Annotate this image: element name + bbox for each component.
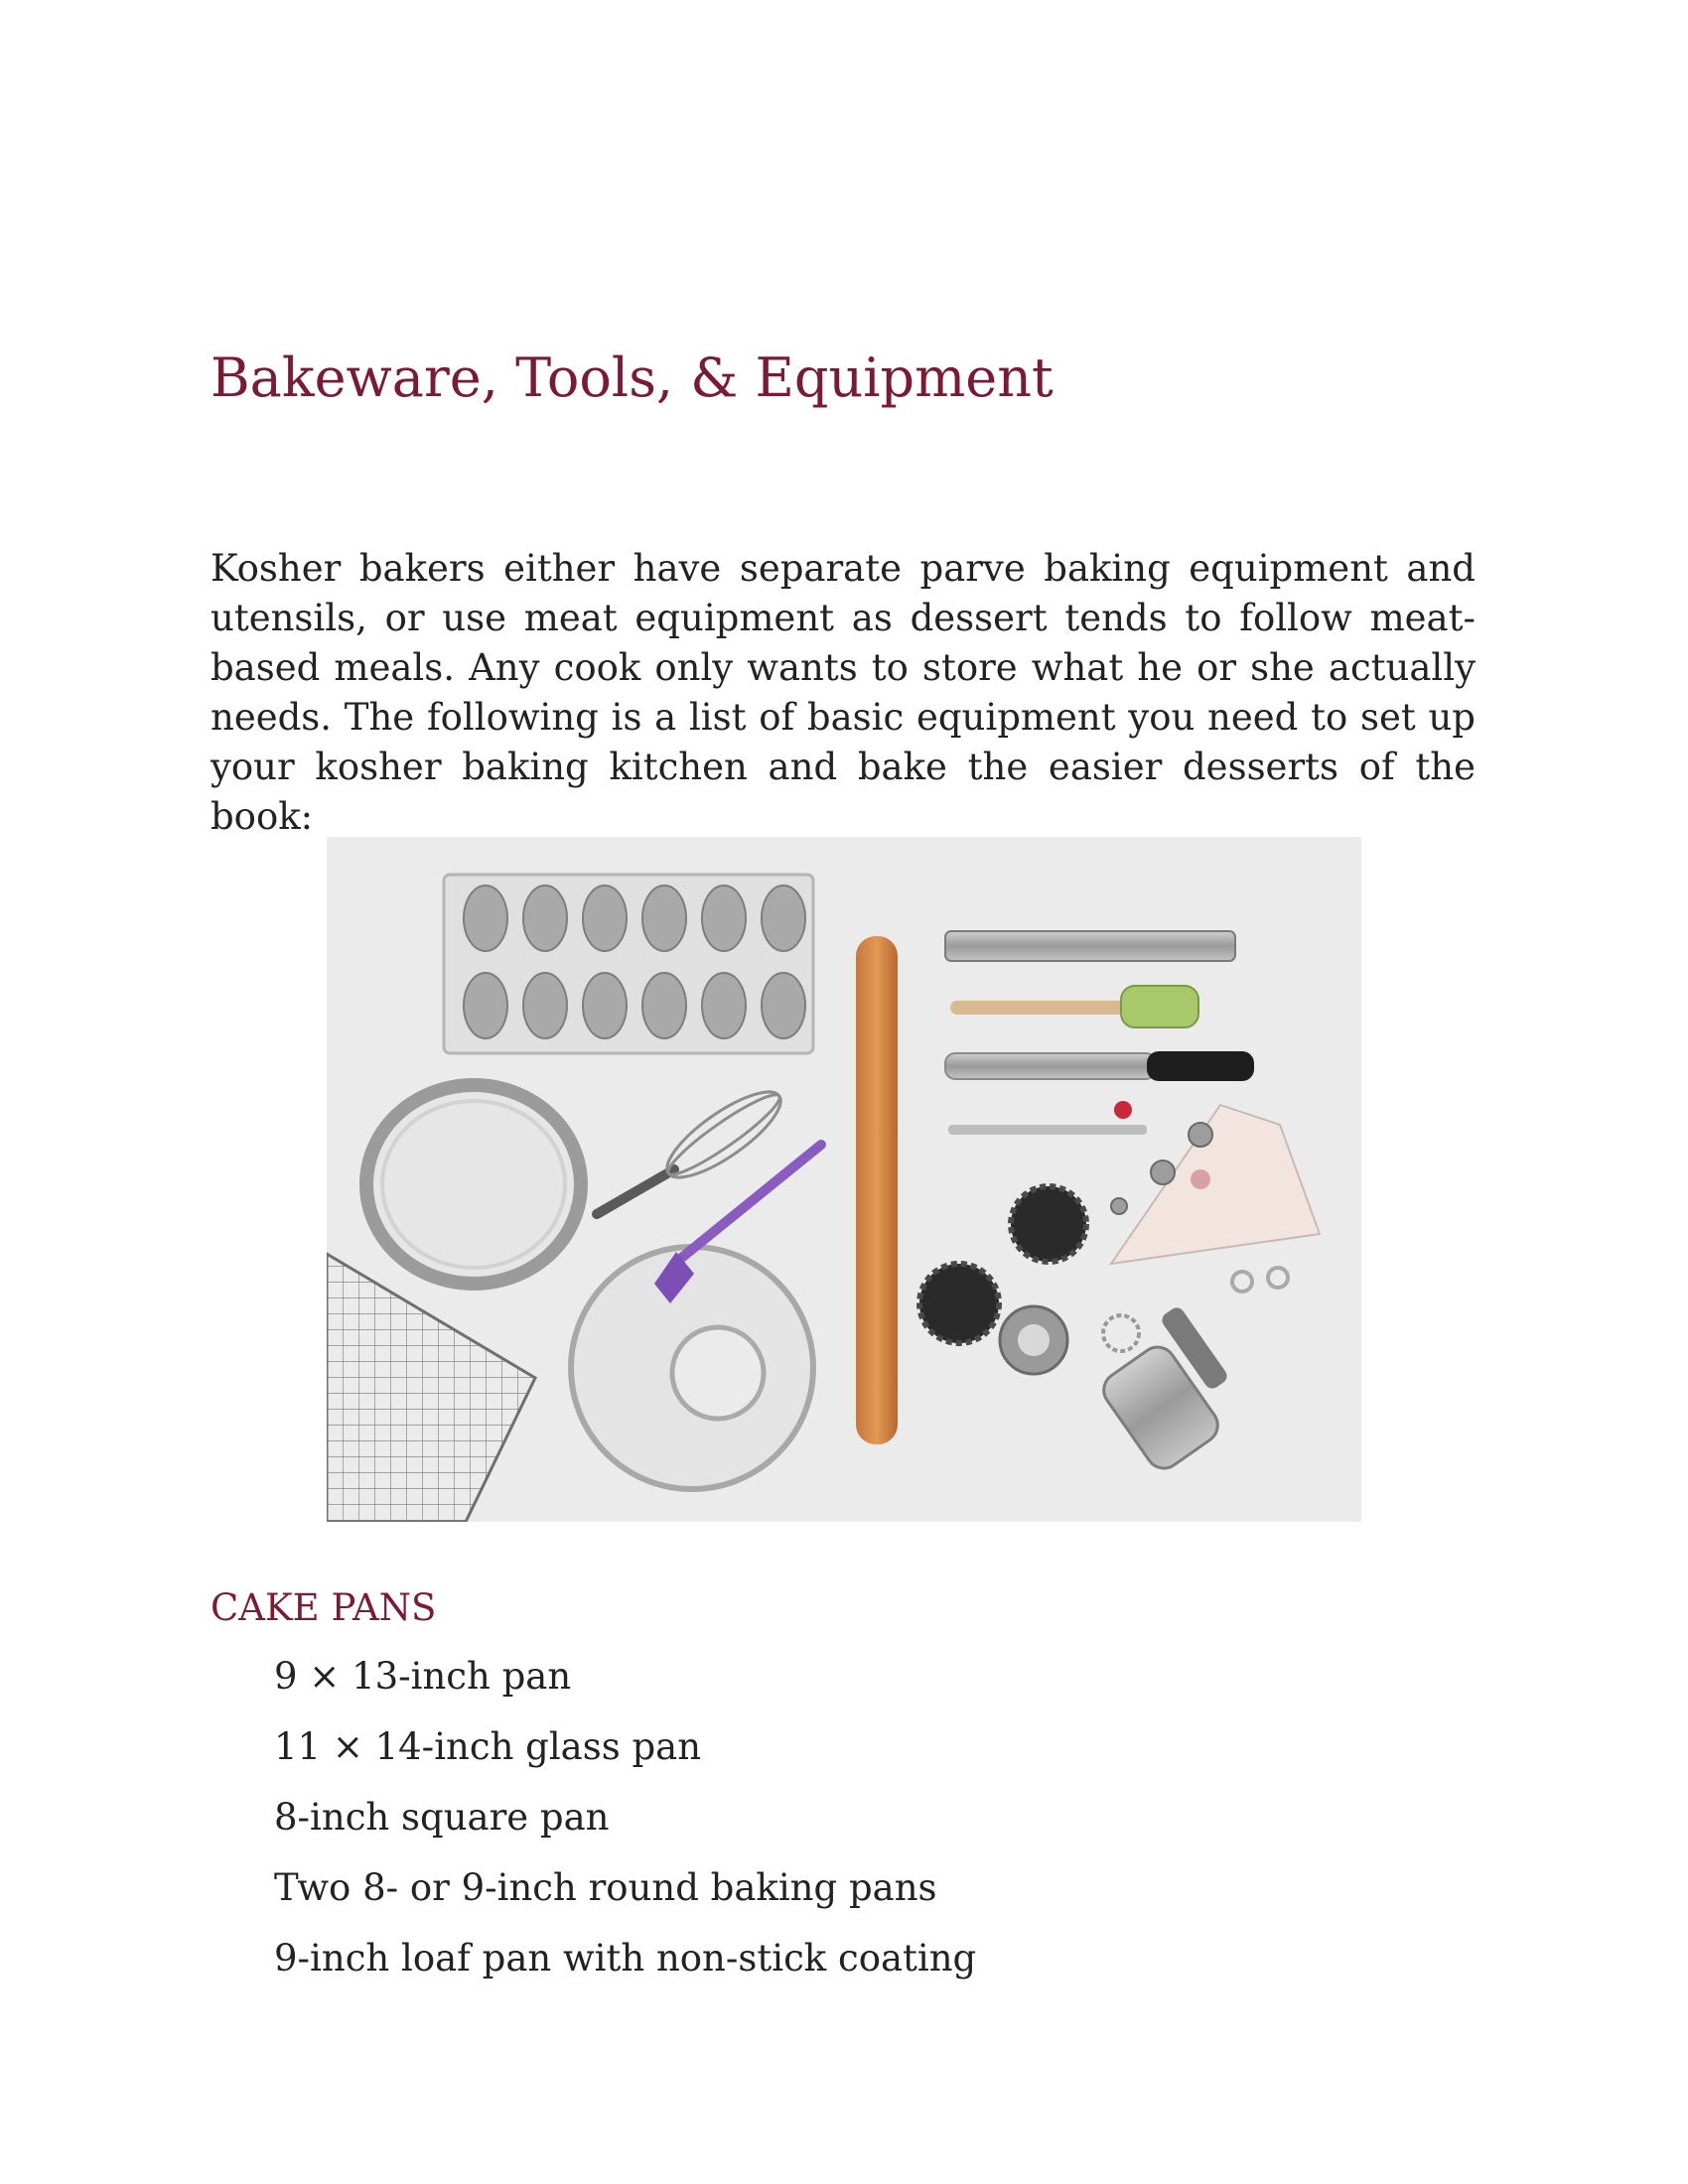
offset-spatula-illustration: [945, 1051, 1254, 1081]
list-item: 9 × 13-inch pan: [274, 1655, 572, 1698]
rolling-pin-illustration: [856, 936, 898, 1444]
list-item: 9-inch loaf pan with non-stick coating: [274, 1937, 977, 1979]
intro-paragraph: Kosher bakers either have separate parve baking equipment and utensils, or use meat equipment as dessert tends to follow meat-based meals. Any cook only wants to store what he or she actually needs. The following is a list of basic equipment you need to set up your kosher baking kitchen and bake the easier desserts of the book:: [211, 547, 1476, 838]
ring-mold-illustration: [366, 1085, 581, 1284]
list-item: 11 × 14-inch glass pan: [274, 1725, 702, 1768]
page-heading: Bakeware, Tools, & Equipment: [211, 346, 1054, 409]
cake-pans-list: [274, 1653, 976, 2005]
tart-ring-illustration: [571, 1247, 813, 1489]
section-title-cake-pans: CAKE PANS: [211, 1586, 437, 1629]
equipment-photo: [327, 837, 1361, 1522]
ruler-illustration: [945, 931, 1235, 961]
list-item: 8-inch square pan: [274, 1796, 610, 1839]
list-item: Two 8- or 9-inch round baking pans: [274, 1866, 937, 1909]
madeleine-pan-illustration: [444, 875, 813, 1053]
